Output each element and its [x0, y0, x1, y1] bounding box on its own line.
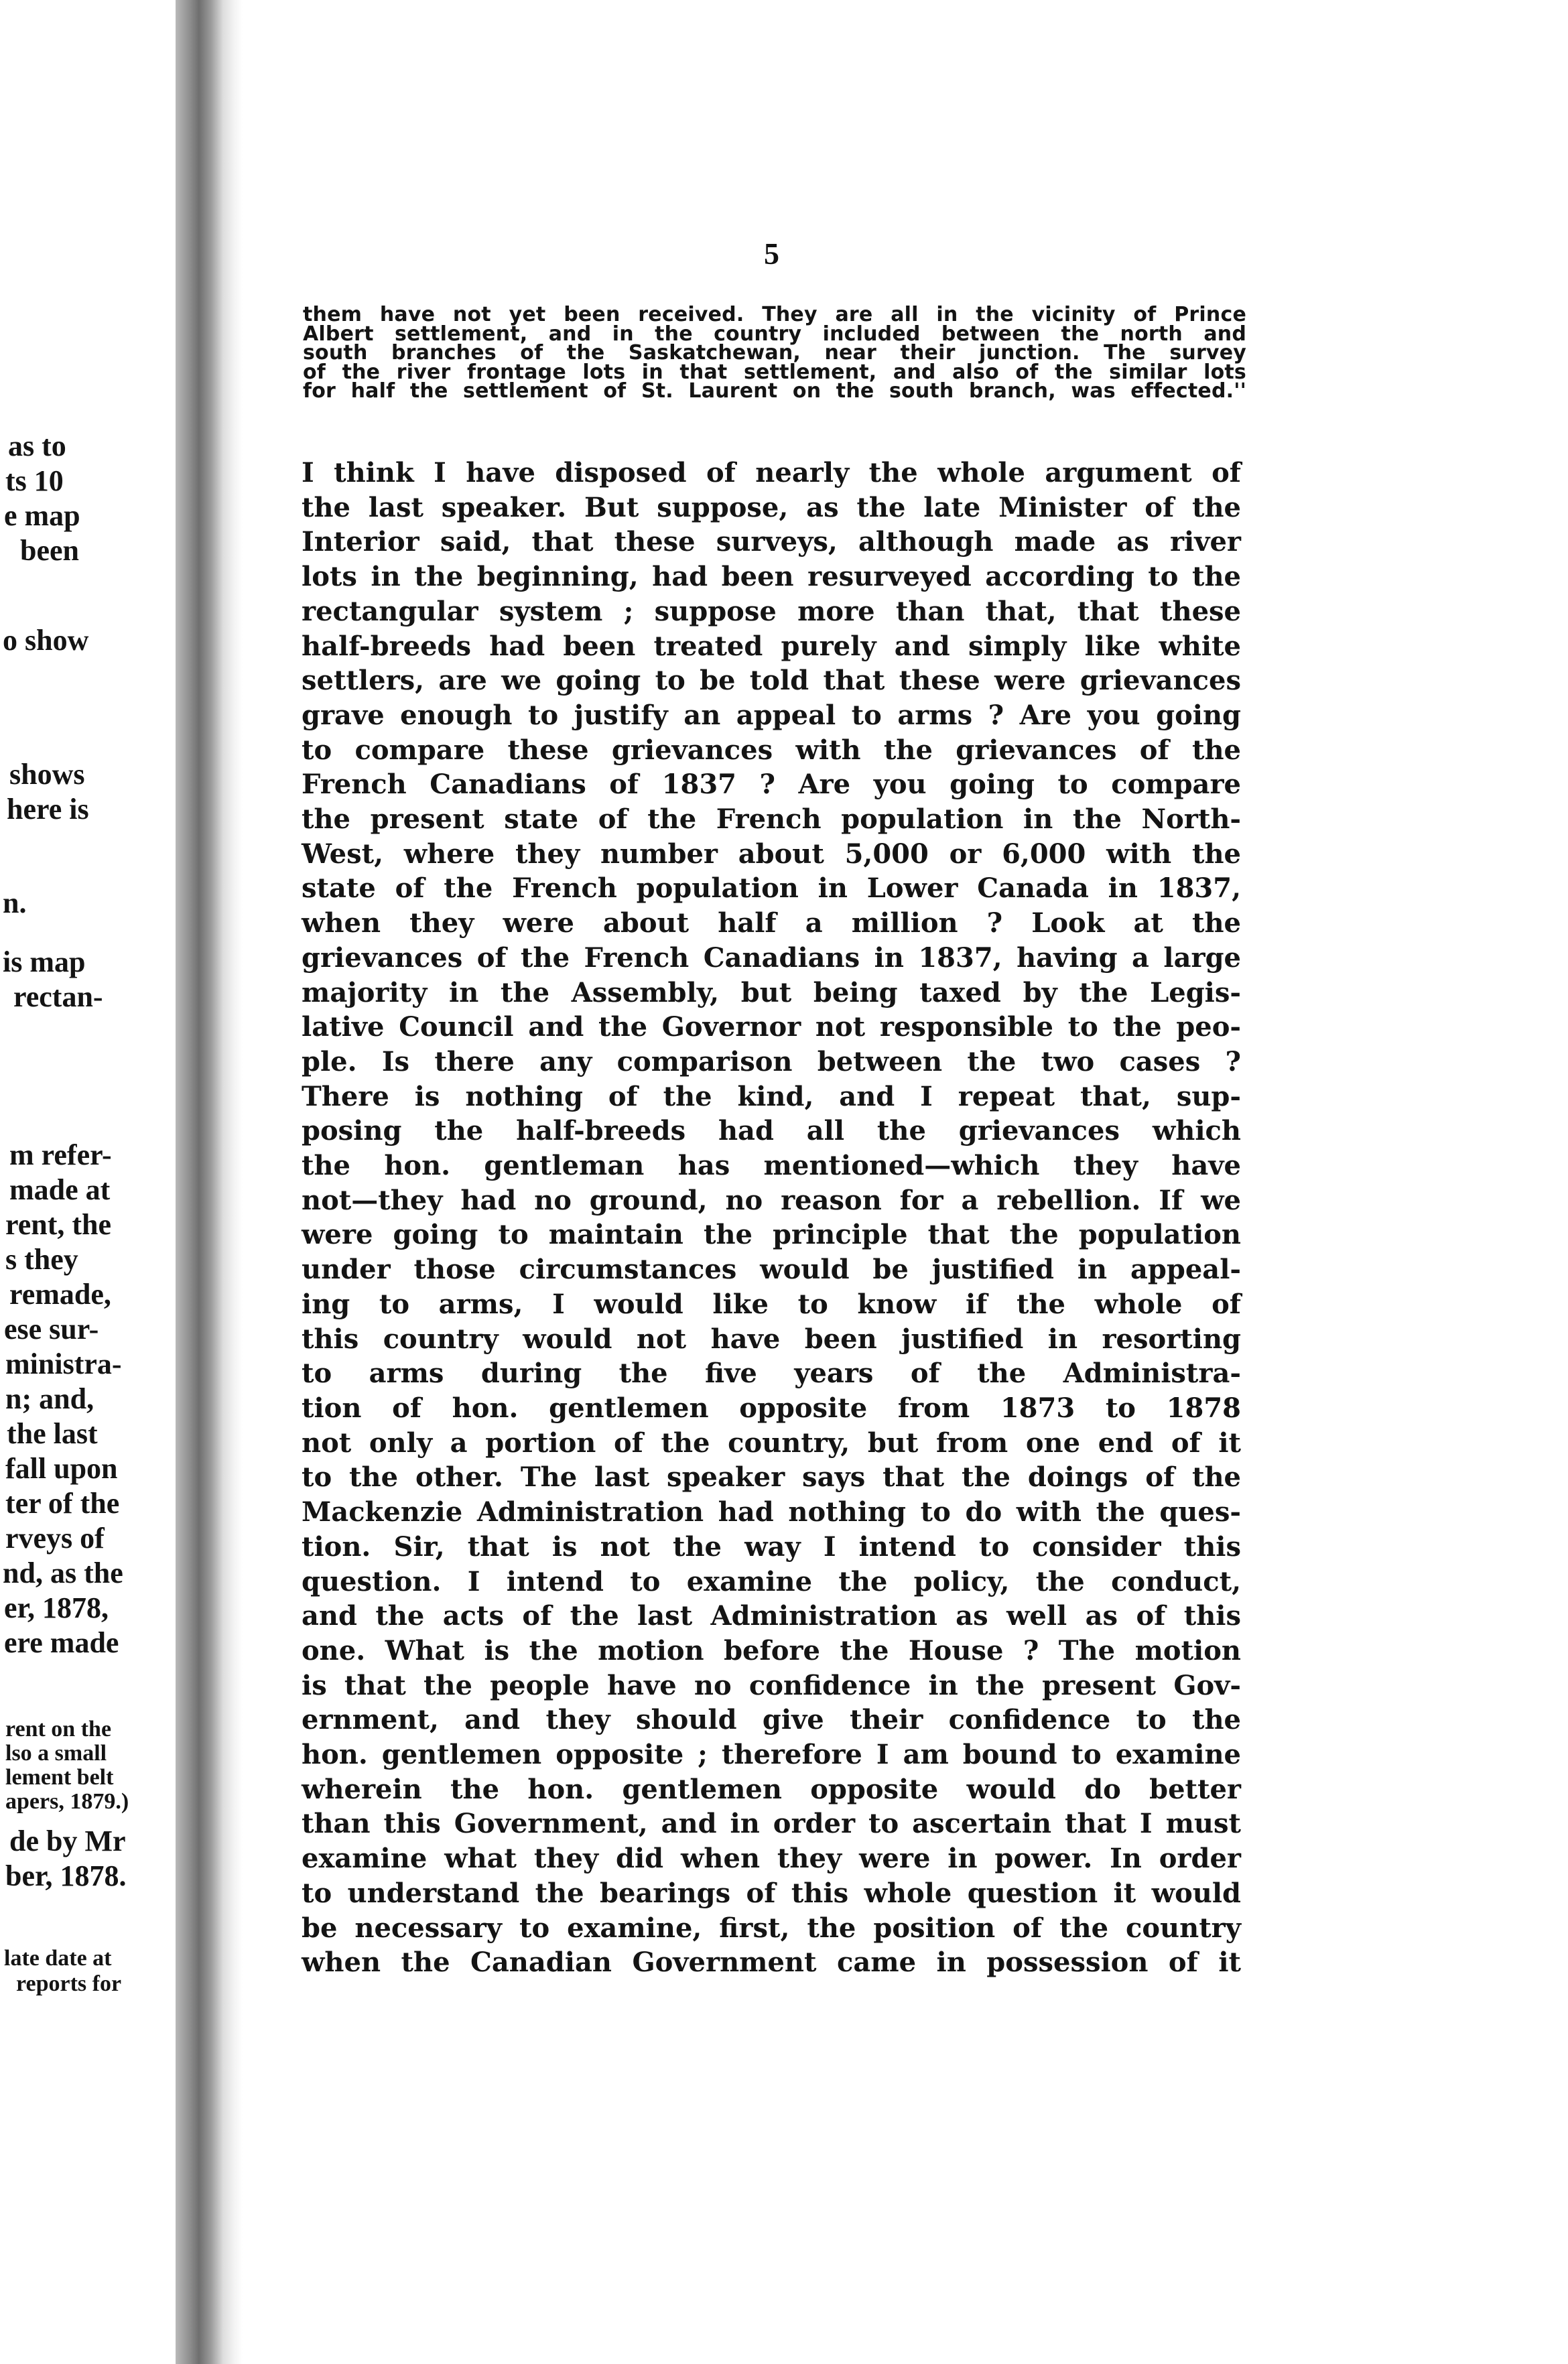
left-page-footnote-line: rent on the [5, 1717, 112, 1742]
body-line: one. What is the motion before the House ? The motion [302, 1634, 1241, 1666]
left-page-line: nd, as the [3, 1557, 123, 1589]
left-page-line: ese sur- [4, 1313, 99, 1345]
book-gutter [176, 0, 222, 2364]
left-page-footnote-line: reports for [16, 1971, 122, 1996]
quote-line: of the river frontage lots in that settlement, and also of the similar lots [303, 360, 1246, 384]
left-page-line: shows [9, 758, 85, 791]
quote-line: Albert settlement, and in the country included between the north and [303, 322, 1246, 346]
body-line: not—they had no ground, no reason for a rebellion. If we [302, 1184, 1241, 1216]
body-line: to understand the bearings of this whole question it would [302, 1877, 1241, 1909]
body-line: West, where they number about 5,000 or 6,000 with the [302, 838, 1241, 870]
body-line: French Canadians of 1837 ? Are you going to compare [302, 769, 1241, 801]
body-line: state of the French population in Lower Canada in 1837, [302, 872, 1241, 905]
left-page-footnote-line: lso a small [5, 1741, 107, 1766]
left-page-line: is map [3, 945, 86, 978]
body-line: majority in the Assembly, but being taxed by the Legis- [302, 976, 1241, 1008]
body-line: lative Council and the Governor not responsible to the peo- [302, 1011, 1241, 1043]
body-line: ple. Is there any comparison between the two cases ? [302, 1045, 1241, 1077]
left-page-line: ter of the [5, 1487, 120, 1520]
left-page-fragment [0, 0, 176, 2364]
quote-line: them have not yet been received. They are all in the vicinity of Prince [303, 303, 1246, 326]
body-line: settlers, are we going to be told that these were grievances [302, 665, 1241, 697]
body-line: grievances of the French Canadians in 1837, having a large [302, 941, 1241, 974]
left-page-line: been [20, 534, 79, 567]
left-page-line: de by Mr [9, 1825, 126, 1857]
left-page-line: rent, the [5, 1208, 112, 1241]
body-line: lots in the beginning, had been resurveyed according to the [302, 561, 1241, 593]
left-page-line: ber, 1878. [5, 1859, 127, 1892]
body-line: to the other. The last speaker says that the doings of the [302, 1461, 1241, 1494]
body-line: examine what they did when they were in power. In order [302, 1843, 1241, 1875]
body-line: not only a portion of the country, but from one end of it [302, 1427, 1241, 1459]
quote-line: south branches of the Saskatchewan, near their junction. The survey [303, 341, 1246, 365]
left-page-line: o show [3, 624, 89, 657]
body-line: ernment, and they should give their confidence to the [302, 1704, 1241, 1736]
body-line: Mackenzie Administration had nothing to do with the ques- [302, 1496, 1241, 1528]
body-line: There is nothing of the kind, and I repeat that, sup- [302, 1080, 1241, 1112]
left-page-line: n. [3, 886, 27, 919]
body-line: to compare these grievances with the grievances of the [302, 734, 1241, 766]
left-page-line: here is [7, 793, 89, 826]
body-line: Interior said, that these surveys, although made as river [302, 526, 1241, 558]
left-page-line: ministra- [5, 1348, 122, 1380]
left-page-line: n; and, [5, 1382, 94, 1415]
body-line: posing the half-breeds had all the grievances which [302, 1115, 1241, 1147]
body-line: tion of hon. gentlemen opposite from 1873 to 1878 [302, 1392, 1241, 1424]
quoted-report-passage [303, 303, 1246, 403]
body-line: be necessary to examine, first, the position of the country [302, 1912, 1241, 1944]
left-page-line: fall upon [5, 1452, 118, 1485]
body-line: question. I intend to examine the policy, the conduct, [302, 1565, 1241, 1597]
body-line: the last speaker. But suppose, as the late Minister of the [302, 491, 1241, 523]
body-line: ing to arms, I would like to know if the whole of [302, 1288, 1241, 1320]
left-page-line: er, 1878, [4, 1591, 109, 1624]
body-line: the present state of the French population in the North- [302, 803, 1241, 836]
left-page-footnote-line: late date at [4, 1946, 112, 1971]
left-page-line: made at [9, 1173, 111, 1206]
body-line: to arms during the five years of the Administra- [302, 1358, 1241, 1390]
left-page-line: rveys of [5, 1522, 105, 1555]
body-line: under those circumstances would be justified in appeal- [302, 1254, 1241, 1286]
left-page-line: remade, [9, 1278, 111, 1311]
left-page-line: ere made [4, 1626, 119, 1659]
body-line: wherein the hon. gentlemen opposite would do better [302, 1773, 1241, 1805]
left-page-line: s they [5, 1243, 78, 1276]
left-page-line: m refer- [9, 1138, 112, 1171]
left-page-footnote-line: lement belt [5, 1765, 114, 1790]
body-line: is that the people have no confidence in the present Gov- [302, 1669, 1241, 1701]
left-page-line: ts 10 [5, 464, 64, 497]
left-page-footnote-line: apers, 1879.) [5, 1789, 129, 1814]
speech-body-text [302, 456, 1241, 1980]
left-page-line: e map [4, 499, 80, 532]
body-line: tion. Sir, that is not the way I intend to consider this [302, 1530, 1241, 1563]
left-page-line: as to [8, 430, 66, 462]
body-line: and the acts of the last Administration as well as of this [302, 1600, 1241, 1632]
body-line: when they were about half a million ? Look at the [302, 907, 1241, 939]
body-line: were going to maintain the principle that the population [302, 1219, 1241, 1251]
body-line: this country would not have been justified in resorting [302, 1323, 1241, 1355]
left-page-line: the last [7, 1417, 98, 1450]
quote-line: for half the settlement of St. Laurent on the south branch, was effected.'' [303, 379, 1246, 403]
body-line: rectangular system ; suppose more than that, that these [302, 595, 1241, 627]
body-line: when the Canadian Government came in possession of it [302, 1947, 1241, 1979]
page-edge-shadow [222, 0, 243, 2364]
page-number: 5 [764, 237, 779, 271]
body-line: I think I have disposed of nearly the whole argument of [302, 457, 1241, 488]
body-line: half-breeds had been treated purely and simply like white [302, 630, 1241, 662]
left-page-line: rectan- [13, 980, 103, 1013]
body-line: than this Government, and in order to ascertain that I must [302, 1808, 1241, 1840]
body-line: grave enough to justify an appeal to arms ? Are you going [302, 699, 1241, 731]
body-line: the hon. gentleman has mentioned—which they have [302, 1150, 1241, 1182]
body-line: hon. gentlemen opposite ; therefore I am bound to examine [302, 1739, 1241, 1771]
